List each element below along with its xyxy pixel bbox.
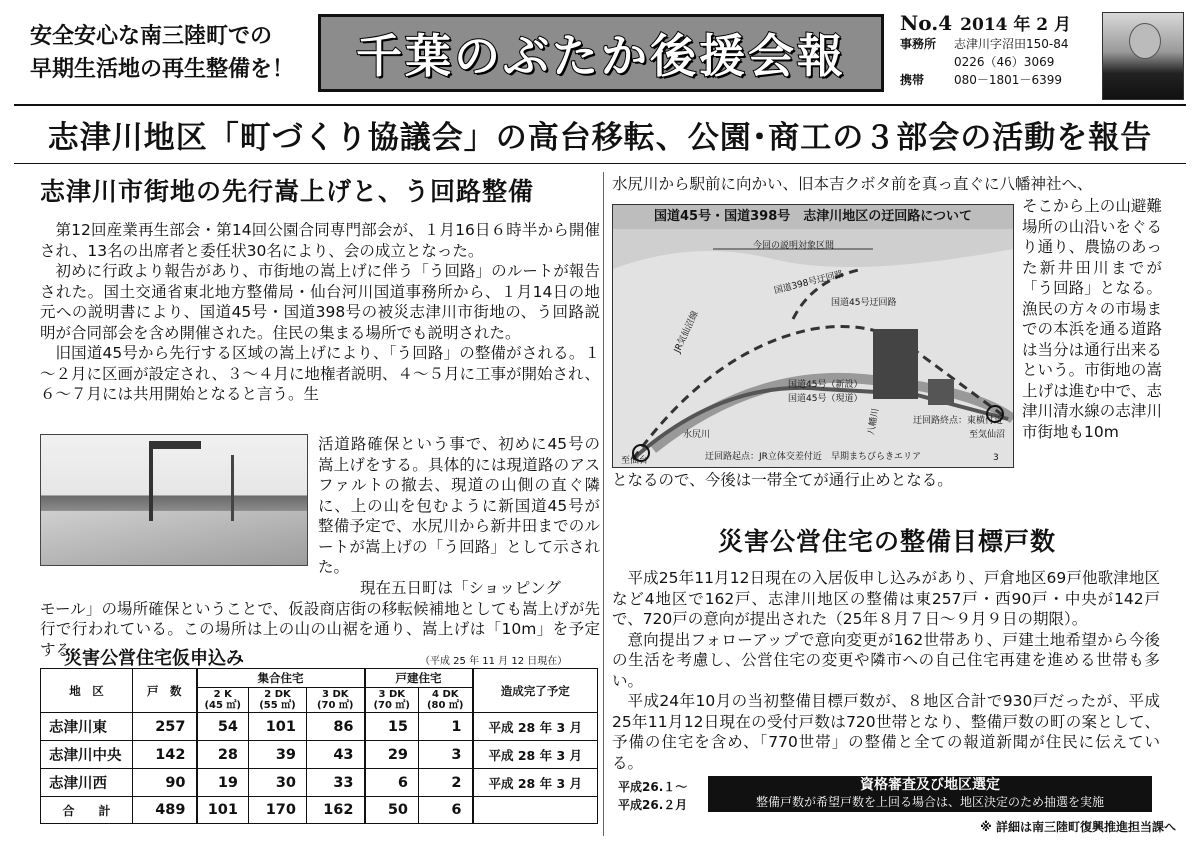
sub-2dk: 2 DK (55 ㎡) [249, 688, 307, 713]
office-address: 志津川字沼田150-84 [954, 37, 1069, 51]
cell-sum-total: 489 [133, 797, 197, 824]
map-label-r398: 国道398号迂回路 [773, 269, 845, 297]
signal-pole [149, 441, 153, 521]
cell-3dk-house: 6 [365, 769, 419, 797]
cell-sum-3dk-house: 50 [365, 797, 419, 824]
street-photo [40, 434, 308, 566]
portrait-photo [1102, 12, 1184, 100]
cell-3dk: 86 [307, 713, 365, 741]
issue-number: No.4 [900, 11, 953, 35]
mobile-label: 携帯 [900, 73, 925, 87]
table-row [41, 741, 598, 769]
map-label-new45: 国道45号（新設） [788, 380, 863, 390]
cell-total: 257 [133, 713, 197, 741]
issue-date: 2014 年 2 月 [960, 15, 1072, 35]
road-shape [41, 511, 307, 565]
article1-p2: 初めに行政より報告があり、市街地の嵩上げに伴う「う回路」のルートが報告された。国土交通省東北地方整備局・仙台河川国道事務所から、１月14日の地元への説明書により、国道45号・国道398号の被災志津川市街地の、う回路説明が合同部会を含め開催された。住民の集まる場所でも説明された。 [40, 262, 600, 342]
schedule-from: 平成26.１～ [618, 780, 688, 794]
cell-sum-2k: 101 [197, 797, 249, 824]
article1-p1: 第12回産業再生部会・第14回公園合同専門部会が、１月16日６時半から開催され、13名の出席者と委任状30名により、会の成立となった。 [40, 221, 600, 260]
map-label-jr: JR気仙沼線 [672, 309, 701, 355]
cell-district: 志津川中央 [41, 741, 133, 769]
article2-title: 災害公営住宅の整備目標戸数 [717, 527, 1056, 556]
map-label-start: 迂回路起点：JR立体交差付近 [705, 452, 822, 462]
cell-sum-4dk-house: 6 [419, 797, 473, 824]
housing-table [40, 668, 598, 824]
cell-total: 142 [133, 741, 197, 769]
detour-map [612, 204, 1014, 468]
header-completion: 造成完了予定 [473, 669, 598, 713]
map-label-kesennuma: 至気仙沼 [969, 430, 1006, 440]
portrait-head [1129, 23, 1161, 59]
cell-completion: 平成 28 年 3 月 [473, 769, 598, 797]
cell-sum-3dk: 162 [307, 797, 365, 824]
cell-district: 志津川西 [41, 769, 133, 797]
table-sum-row [41, 797, 598, 824]
cell-2k: 54 [197, 713, 249, 741]
cell-sum-empty [473, 797, 598, 824]
map-label-cur45: 国道45号（現道） [788, 394, 863, 404]
table-title: 災害公営住宅仮申込み [64, 648, 244, 669]
qualification-box [708, 776, 1152, 812]
cell-3dk: 43 [307, 741, 365, 769]
article1-body [40, 220, 600, 405]
sub-3dk: 3 DK (70 ㎡) [307, 688, 365, 713]
schedule-to: 平成26.２月 [618, 798, 688, 812]
cell-sum-label: 合 計 [41, 797, 133, 824]
column-divider [603, 172, 604, 836]
footer-note: ※ 詳細は南三陸町復興推進担当課へ [980, 820, 1176, 834]
article2-body [612, 568, 1160, 773]
cell-4dk-house: 1 [419, 713, 473, 741]
sub-3dk-house: 3 DK (70 ㎡) [365, 688, 419, 713]
article2-p1: 平成25年11月12日現在の入居仮申し込みがあり、戸倉地区69戸他歌津地区など4地区で162戸、志津川地区の整備は東257戸・西90戸・中央が142戸で、720戸の意向が提出された（25年８月７日～９月９日の期限）。 [612, 569, 1160, 628]
article2-p3: 平成24年10月の当初整備目標戸数が、８地区合計で930戸だったが、平成25年11月12日現在の受付戸数は720世帯となり、整備戸数の町の案として、予備の住宅を含め、「770世帯」の整備と全ての報道新聞が住民に伝えている。 [612, 692, 1160, 772]
cell-4dk-house: 3 [419, 741, 473, 769]
cell-2dk: 30 [249, 769, 307, 797]
mobile-phone: 080－1801－6399 [954, 73, 1062, 87]
map-title: 国道45号・国道398号 志津川地区の迂回路について [613, 205, 1013, 229]
issue-info [900, 11, 1090, 89]
qualification-text: 整備戸数が希望戸数を上回る場合は、地区決定のため抽選を実施 [755, 795, 1104, 809]
main-headline: 志津川地区「町づくり協議会」の高台移転、公園･商工の３部会の活動を報告 [47, 120, 1153, 156]
article2-p2: 意向提出フォローアップで意向変更が162世帯あり、戸建土地希望から今後の生活を考慮し、公営住宅の変更や隣市への自己住宅再建を進める世帯も多い。 [612, 630, 1160, 690]
cell-3dk-house: 15 [365, 713, 419, 741]
headline-divider [14, 163, 1186, 164]
building-block [928, 379, 954, 405]
cell-2k: 19 [197, 769, 249, 797]
header-households: 戸 数 [133, 669, 197, 713]
slogan-line1: 安全安心な南三陸町での [30, 24, 273, 49]
sub-4dk-house: 4 DK (80 ㎡) [419, 688, 473, 713]
map-label-sendai: 至仙台 [621, 456, 649, 466]
cell-3dk-house: 29 [365, 741, 419, 769]
schedule-period [618, 778, 687, 814]
map-label-end: 迂回路終点：東横付近 [913, 416, 1004, 426]
qualification-title: 資格審査及び地区選定 [860, 777, 1000, 793]
utility-pole [231, 455, 234, 521]
table-note: （平成 25 年 11 月 12 日現在） [420, 656, 568, 667]
article1-p3: 旧国道45号から先行する区域の嵩上げにより、「う回路」の整備がされる。１～２月に区画が設定され、３～４月に地権者説明、４～５月に工事が開始され、６～７月には共用開始となると言う。生 [40, 344, 600, 403]
slogan [30, 20, 320, 86]
cell-total: 90 [133, 769, 197, 797]
cell-completion: 平成 28 年 3 月 [473, 713, 598, 741]
cell-district: 志津川東 [41, 713, 133, 741]
header-detached: 戸建住宅 [365, 669, 473, 688]
map-label-page: 3 [993, 453, 999, 463]
cell-2k: 28 [197, 741, 249, 769]
map-label-mizujiri: 水尻川 [683, 430, 711, 440]
article1-title: 志津川市街地の先行嵩上げと、う回路整備 [40, 177, 535, 206]
early-area-block [873, 329, 918, 399]
right-side-text: そこから上の山避難場所の山沿いをぐるり通り、農協のあった新井田川までが「う回路」となる。漁民の方々の市場までの本浜を通る道路は当分は通行出来るという。市街地の嵩上げは進む中で、志津川清水線の志津川市街地も10m [1022, 197, 1162, 441]
right-lead: 水尻川から駅前に向かい、旧本吉クボタ前を真っ直ぐに八幡神社へ、 [612, 175, 1093, 193]
map-label-early: 早期まちびらきエリア [831, 452, 922, 462]
cell-4dk-house: 2 [419, 769, 473, 797]
article1-body-cont: 活道路確保という事で、初めに45号の嵩上げをする。具体的には現道路のアスファルトの撤去、現道の山側の直ぐ隣に、上の山を包むように新国道45号が整備予定で、水尻川から新井田までのルートが嵩上げの「う回路」として示された。 [318, 435, 600, 576]
table-row [41, 713, 598, 741]
office-phone: 0226（46）3069 [954, 55, 1055, 69]
newsletter-title: 千葉のぶたか後援会報 [318, 14, 884, 92]
table-row [41, 769, 598, 797]
right-tail: となるので、今後は一帯全てが通行止めとなる。 [612, 471, 953, 489]
map-label-hachiman: 八幡川 [866, 407, 882, 436]
sub-2k: 2 K (45 ㎡) [197, 688, 249, 713]
top-divider [14, 104, 1186, 106]
traffic-signal [153, 441, 201, 449]
article1-p5: モール」の場所確保ということで、仮設商店街の移転候補地としても嵩上げが先行で行われている。この場所は上の山の山裾を通り、嵩上げは「10m」を予定する。 [40, 599, 600, 659]
slogan-line2: 早期生活地の再生整備を！ [30, 57, 295, 82]
map-label-r45: 国道45号迂回路 [831, 298, 897, 308]
cell-2dk: 39 [249, 741, 307, 769]
cell-2dk: 101 [249, 713, 307, 741]
cell-3dk: 33 [307, 769, 365, 797]
map-label-area: 今回の説明対象区間 [753, 241, 835, 251]
cell-completion: 平成 28 年 3 月 [473, 741, 598, 769]
article1-p5-indent: 現在五日町は「ショッピング [360, 579, 561, 597]
header-collective: 集合住宅 [197, 669, 365, 688]
office-label: 事務所 [900, 37, 937, 51]
header-district: 地 区 [41, 669, 133, 713]
cell-sum-2dk: 170 [249, 797, 307, 824]
